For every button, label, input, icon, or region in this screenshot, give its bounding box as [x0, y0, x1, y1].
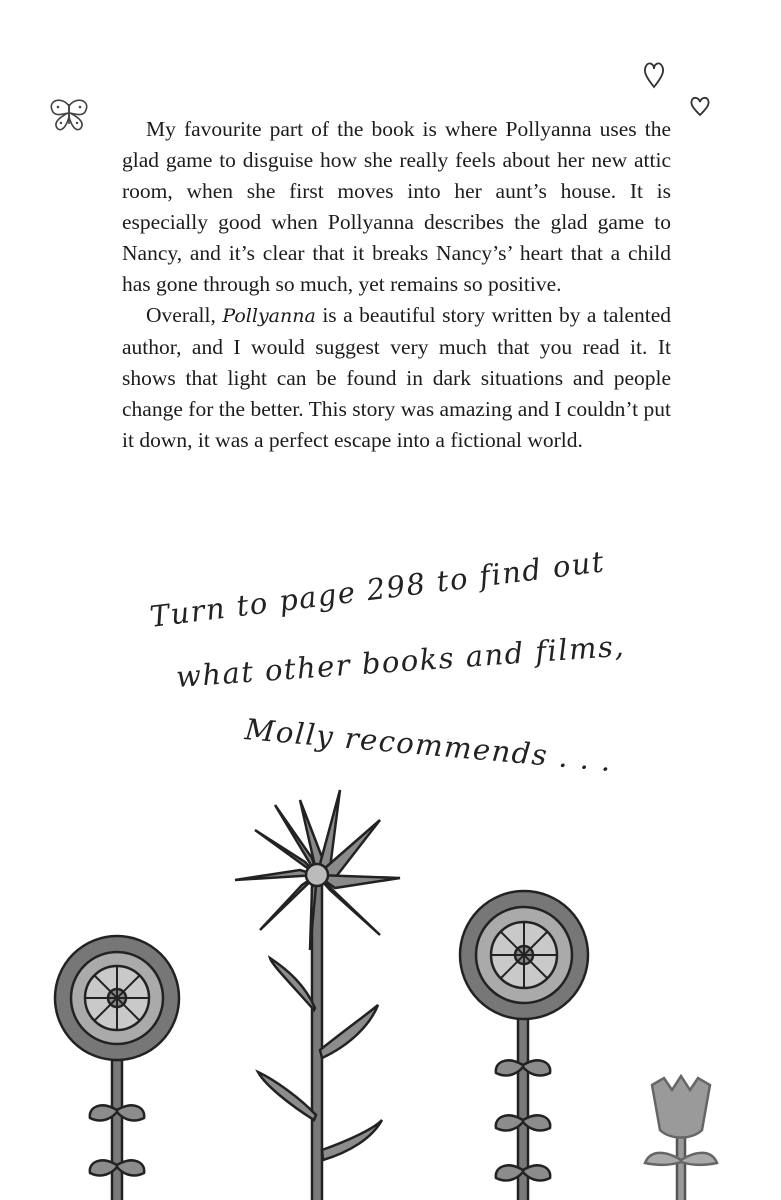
- flower-illustration: [0, 780, 781, 1200]
- heart-icon: [689, 95, 711, 117]
- book-title: Pollyanna: [222, 305, 316, 327]
- paragraph: [122, 300, 671, 456]
- review-text: [122, 114, 671, 456]
- heart-icon: [642, 60, 666, 90]
- callout-line-3: Molly recommends . . .: [243, 712, 614, 779]
- paragraph-lead: Overall,: [146, 303, 223, 327]
- callout-line-2: what other books and films,: [174, 628, 627, 694]
- butterfly-icon: [48, 98, 90, 132]
- callout-line-1: Turn to page 298 to find out: [147, 544, 607, 634]
- paragraph-rest: is a beautiful story written by a talented author, and I would suggest very much that you read it. It shows that light can be found in dark situations and people change for the better. This story was amazing and I couldn’t put it down, it was a perfect escape into a fictional world.: [122, 303, 672, 452]
- paragraph: My favourite part of the book is where Pollyanna uses the glad game to disguise how she really feels about her new attic room, when she first moves into her aunt’s house. It is especially good when Pollyanna describes the glad game to Nancy, and it’s clear that it breaks Nancy’s’ heart that a child has gone through so much, yet remains so positive.: [122, 117, 671, 296]
